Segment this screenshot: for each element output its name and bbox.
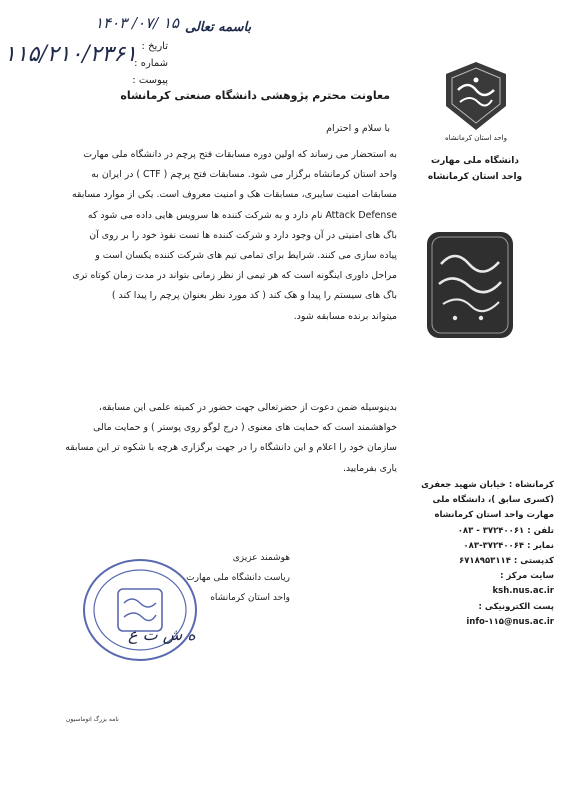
paragraph-line: مسابقات امنیت سایبری، مسابقات هک و امنیت معروف است. یکی از موارد مسابقه (72, 189, 397, 201)
email-label: پست الکترونیکی : (478, 601, 554, 612)
calligraphy-emblem-icon (425, 230, 515, 340)
paragraph-line: باگ های امنیتی در آن وجود دارد و شرکت کننده ها تست نفوذ خود را بر روی آن (89, 229, 397, 241)
paragraph-line: واحد استان کرمانشاه برگزار می شود. مسابقات فتح پرچم ( CTF ) در ایران به (91, 169, 397, 181)
date-label: تاریخ : (141, 41, 168, 52)
postal-code-line: کدپستی : ۶۷۱۸۹۵۳۱۱۴ (459, 556, 554, 567)
letter-meta-labels (118, 38, 168, 89)
signer-unit: واحد استان کرمانشاه (210, 593, 290, 603)
signer-name: هوشمند عزیزی (232, 553, 290, 563)
paragraph-line: Attack Defense نام دارد و به شرکت کننده ها سرویس هایی داده می شود که (87, 209, 397, 221)
signature-block (140, 548, 290, 608)
signer-title: ریاست دانشگاه ملی مهارت (186, 573, 290, 583)
paragraph-line: باگ های سیستم را پیدا و هک کند ( کد مورد نظر بعنوان پرچم را پیدا کند ) (111, 290, 397, 302)
paragraph-line: مراحل داوری اینگونه است که هر تیمی از نظر زمانی بتواند در مدت زمان کوتاه تری (72, 270, 397, 282)
contact-info (406, 478, 554, 630)
basmala-heading: باسمه تعالی (185, 20, 252, 35)
address-line: کرمانشاه : خیابان شهید جعفری (421, 480, 554, 490)
attachment-label: پیوست : (132, 75, 168, 86)
website-url: ksh.nus.ac.ir (492, 586, 554, 597)
paragraph-line: خواهشمند است که حمایت های معنوی ( درج لوگو روی پوستر ) و حمایت مالی (93, 422, 397, 434)
footer-note: نامه بزرگ اتوماسیون (66, 716, 119, 723)
organization-name (414, 153, 536, 185)
website-label: سایت مرکز : (500, 571, 554, 582)
logo-caption: واحد استان کرمانشاه (444, 134, 508, 142)
handwritten-letter-number: ۱۱۵/۲۱۰/۲۳۶۱ (4, 42, 137, 67)
paragraph-line: سازمان خود را اعلام و این دانشگاه را در جهت برگزاری هرچه با شکوه تر این مسابقه (65, 442, 397, 454)
body-paragraph-2 (40, 398, 397, 479)
university-logo-icon (440, 60, 512, 132)
organization-name-line: دانشگاه ملی مهارت (431, 156, 519, 166)
recipient-heading: معاونت محترم پژوهشی دانشگاه صنعتی کرمانشاه (120, 89, 390, 102)
organization-unit-line: واحد استان کرمانشاه (427, 172, 523, 182)
handwritten-date: ۱۴۰۳ /۰۷/ ۱۵ (95, 14, 180, 32)
email-address: info-۱۱۵@nus.ac.ir (466, 616, 554, 627)
greeting: با سلام و احترام (326, 123, 390, 134)
number-label: شماره : (134, 58, 168, 69)
paragraph-line: به استحضار می رساند که اولین دوره مسابقات فتح پرچم در دانشگاه ملی مهارت (83, 149, 397, 160)
body-paragraph-1 (40, 145, 397, 327)
address-line: مهارت واحد استان کرمانشاه (434, 510, 554, 521)
paragraph-line: بدینوسیله ضمن دعوت از حضرتعالی جهت حضور در کمیته علمی این مسابقه، (98, 402, 397, 413)
fax-line: نمابر : ۳۷۲۴۰۰۶۴-۰۸۳ (463, 540, 554, 551)
phone-line: تلفن : ۳۷۲۴۰۰۶۱ - ۰۸۳ (457, 525, 554, 536)
paragraph-line: پیاده سازی می کنند. شرایط برای تمامی تیم های شرکت کننده یکسان است و (95, 249, 397, 261)
paragraph-line: یاری بفرمایید. (342, 462, 397, 474)
address-line: (کسری سابق )، دانشگاه ملی (432, 495, 554, 506)
handwritten-signature: ه ش ت ع (128, 625, 196, 644)
paragraph-line: میتواند برنده مسابقه شود. (293, 310, 397, 322)
